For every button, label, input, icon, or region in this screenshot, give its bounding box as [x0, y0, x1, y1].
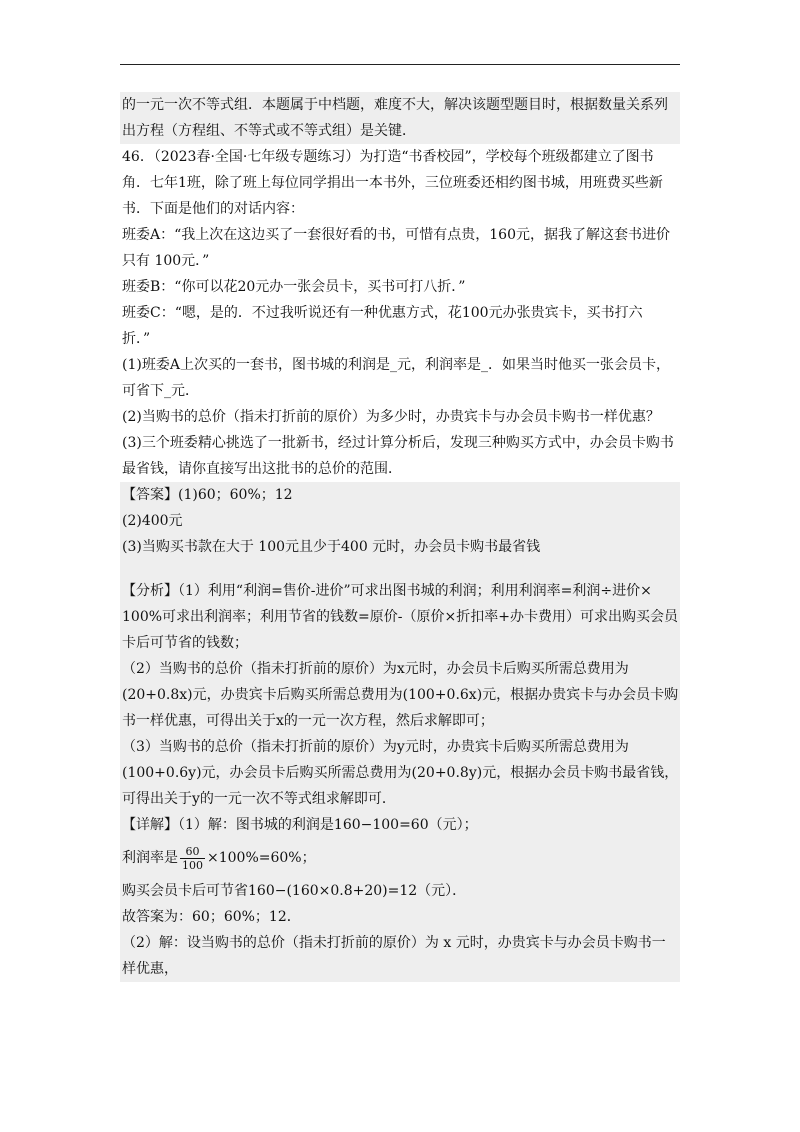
dialogue-a: 班委A：“我上次在这边买了一套很好看的书，可惜有点贵，160元，据我了解这套书进价: [122, 227, 670, 243]
answer-2: (2)400元: [122, 513, 183, 529]
analysis-line: 【分析】（1）利用“利润=售价-进价”可求出图书城的利润；利用利润率=利润÷进价×: [122, 583, 652, 599]
dialogue-c-cont: 折．”: [122, 331, 151, 347]
question-3-cont: 最省钱，请你直接写出这批书的总价的范围．: [122, 461, 402, 477]
analysis-line: (20+0.8x)元，办贵宾卡后购买所需总费用为(100+0.6x)元，根据办贵宾卡与办会员卡购: [122, 687, 679, 703]
profit-rate-result: ×100%=60%；: [207, 850, 316, 866]
analysis-line: 100%可求出利润率；利用节省的钱数=原价-（原价×折扣率+办卡费用）可求出购买会员: [122, 609, 678, 625]
problem-header: 46．（2023春·全国·七年级专题练习）为打造“书香校园”，学校每个班级都建立了图书: [122, 149, 654, 165]
analysis-line: 卡后可节省的钱数；: [122, 635, 248, 651]
question-3: (3)三个班委精心挑选了一批新书，经过计算分析后，发现三种购买方式中，办会员卡购书: [122, 435, 674, 451]
fraction-denominator: 100: [182, 858, 203, 872]
question-1-cont: 可省下_元．: [122, 383, 199, 399]
detail-line: 样优惠，: [122, 961, 178, 977]
text-line: 书．下面是他们的对话内容：: [122, 201, 304, 217]
document-page: [120, 92, 680, 982]
answer-section: [120, 482, 680, 982]
analysis-line: 可得出关于y的一元一次不等式组求解即可．: [122, 791, 396, 807]
question-2: (2)当购书的总价（指未打折前的原价）为多少时，办贵宾卡与办会员卡购书一样优惠？: [122, 409, 660, 425]
detail-line: （2）解：设当购书的总价（指未打折前的原价）为 x 元时，办贵宾卡与办会员卡购书一: [122, 935, 666, 951]
analysis-line: (100+0.6y)元，办会员卡后购买所需总费用为(20+0.8y)元，根据办会员卡购书最省钱，: [122, 765, 679, 781]
profit-rate-label: 利润率是: [122, 850, 178, 866]
text-line: 出方程（方程组、不等式或不等式组）是关键．: [122, 123, 416, 139]
detail-line: 【详解】（1）解：图书城的利润是160−100=60（元）；: [122, 817, 478, 833]
dialogue-b: 班委B：“你可以花20元办一张会员卡，买书可打八折．”: [122, 279, 466, 295]
header-rule: [120, 64, 680, 65]
dialogue-a-cont: 只有 100元．”: [122, 253, 210, 269]
analysis-line: （2）当购书的总价（指未打折前的原价）为x元时，办会员卡后购买所需总费用为: [122, 661, 629, 677]
answer-3: (3)当购买书款在大于 100元且少于400 元时，办会员卡购书最省钱: [122, 539, 541, 555]
analysis-line: （3）当购书的总价（指未打折前的原价）为y元时，办贵宾卡后购买所需总费用为: [122, 739, 629, 755]
profit-rate-line: [120, 838, 680, 878]
fraction: [180, 845, 205, 872]
problem-46: [120, 144, 680, 482]
previous-solution-tail: [120, 92, 680, 144]
question-1: (1)班委A上次买的一套书，图书城的利润是_元，利润率是_．如果当时他买一张会员卡，: [122, 357, 670, 373]
analysis-line: 书一样优惠，可得出关于x的一元一次方程，然后求解即可；: [122, 713, 494, 729]
fraction-numerator: 60: [180, 845, 205, 859]
dialogue-c: 班委C：“嗯，是的．不过我听说还有一种优惠方式，花100元办张贵宾卡，买书打六: [122, 305, 643, 321]
text-line: 角．七年1班，除了班上每位同学捐出一本书外，三位班委还相约图书城，用班费买些新: [122, 175, 663, 191]
answer-1: 【答案】(1)60；60%；12: [122, 487, 293, 503]
text-line: 的一元一次不等式组．本题属于中档题，难度不大，解决该题型题目时，根据数量关系列: [122, 97, 668, 113]
detail-line: 购买会员卡后可节省160−(160×0.8+20)=12（元）．: [122, 883, 467, 899]
detail-line: 故答案为：60；60%；12．: [122, 909, 301, 925]
